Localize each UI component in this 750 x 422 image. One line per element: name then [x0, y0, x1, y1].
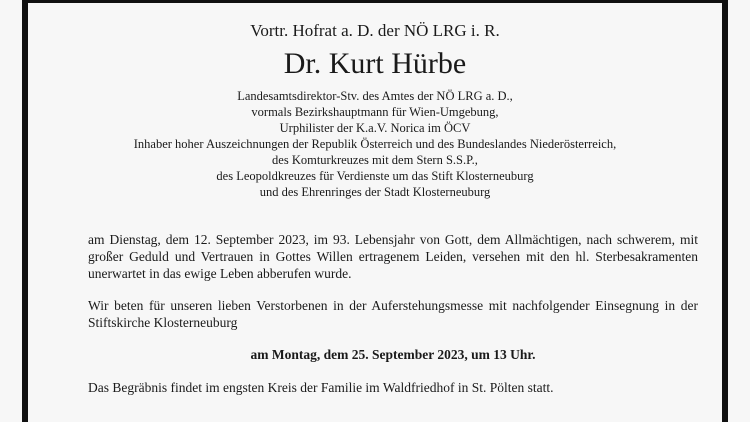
title-line: vormals Bezirkshauptmann für Wien-Umgebung,: [251, 105, 499, 119]
mass-paragraph: Wir beten für unseren lieben Verstorbenen in der Auferstehungsmesse mit nachfolgender Einsegnung in der Stiftskirche Klosterneuburg: [88, 298, 698, 330]
title-line: des Komturkreuzes mit dem Stern S.S.P.,: [272, 153, 478, 167]
death-announcement-paragraph: am Dienstag, dem 12. September 2023, im 93. Lebensjahr von Gott, dem Allmächtigen, nach schwerem, mit großer Geduld und Vertrauen in Gottes Willen ertragenem Leiden, versehen mit den hl. Sterbesakramenten unerwartet in das ewige Leben abberufen wurde.: [88, 232, 698, 281]
obituary-content: [28, 3, 722, 422]
mass-date: am Montag, dem 25. September 2023, um 13 Uhr.: [250, 347, 536, 362]
title-line: Urphilister der K.a.V. Norica im ÖCV: [279, 121, 471, 135]
burial-paragraph: Das Begräbnis findet im engsten Kreis der Familie im Waldfriedhof in St. Pölten statt.: [88, 380, 554, 395]
page-border-right: [722, 0, 728, 422]
title-line: Inhaber hoher Auszeichnungen der Republik Österreich und des Bundeslandes Niederösterreich,: [133, 137, 617, 151]
title-line: und des Ehrenringes der Stadt Klosterneuburg: [259, 185, 491, 199]
title-line: des Leopoldkreuzes für Verdienste um das Stift Klosterneuburg: [216, 169, 534, 183]
title-line: Landesamtsdirektor-Stv. des Amtes der NÖ LRG a. D.,: [237, 89, 513, 103]
deceased-name: Dr. Kurt Hürbe: [283, 47, 467, 80]
honorific-prefix: Vortr. Hofrat a. D. der NÖ LRG i. R.: [250, 21, 500, 40]
